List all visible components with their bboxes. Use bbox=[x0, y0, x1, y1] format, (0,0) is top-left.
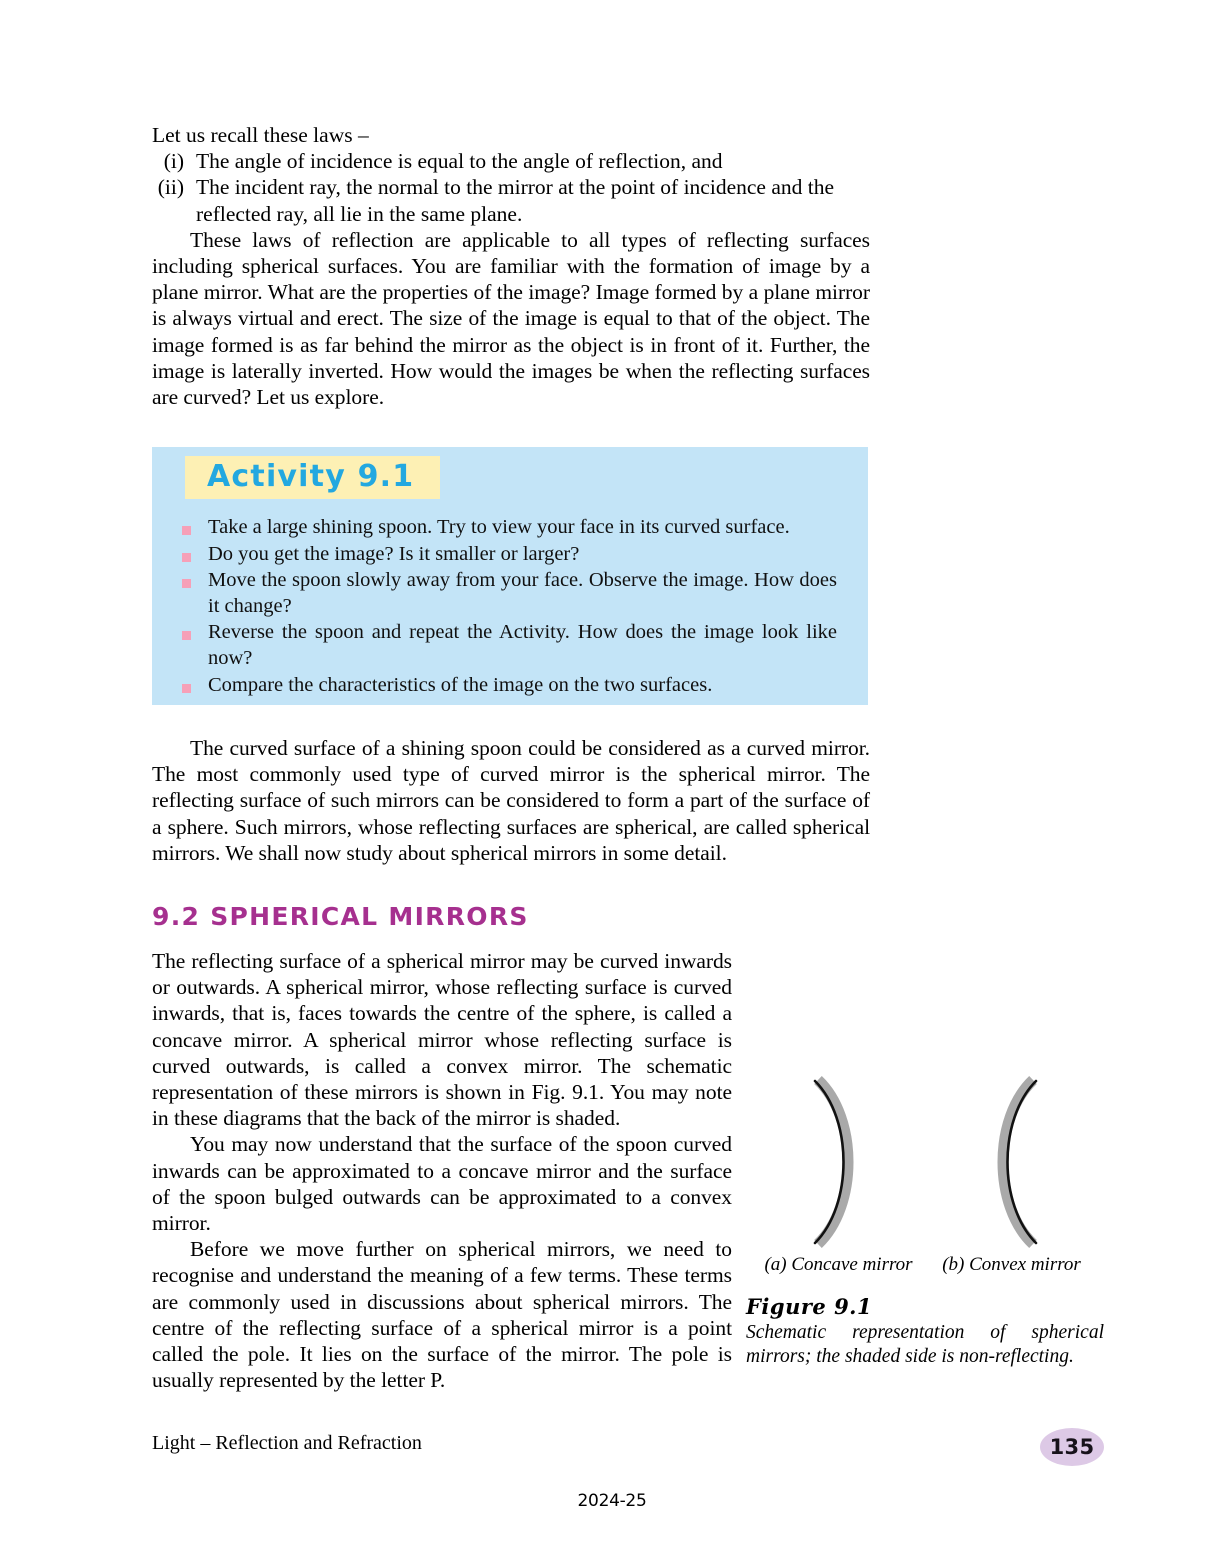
page-number-badge bbox=[1040, 1428, 1104, 1466]
section-paragraph-two: You may now understand that the surface of the spoon curved inwards can be approximated to a concave mirror and the surface of the spoon bulged outwards can be approximated to a convex mirror. bbox=[152, 1132, 732, 1236]
figure-9-1 bbox=[746, 1074, 1104, 1369]
lower-content-block bbox=[152, 948, 1104, 1393]
square-bullet-icon bbox=[182, 620, 208, 671]
post-activity-block bbox=[152, 735, 870, 866]
concave-mirror-caption: (a) Concave mirror bbox=[764, 1254, 913, 1275]
top-content-block bbox=[152, 122, 870, 410]
law-number: (i) bbox=[163, 149, 184, 174]
activity-title-banner bbox=[185, 456, 440, 499]
mirror-diagrams-row bbox=[746, 1074, 1104, 1276]
post-activity-paragraph: The curved surface of a shining spoon could be considered as a curved mirror. The most commonly used type of curved mirror is the spherical mirror. The reflecting surface of such mirrors can be considered to form a part of the surface of a sphere. Such mirrors, whose reflecting surfaces are spherical, are called spherical mirrors. We shall now study about spherical mirrors in some detail. bbox=[152, 736, 870, 865]
list-item bbox=[182, 620, 837, 671]
page-title: 9.2 SPHERICAL MIRRORS bbox=[152, 902, 529, 931]
section-paragraph-one: The reflecting surface of a spherical mirror may be curved inwards or outwards. A spherical mirror, whose reflecting surface is curved inwards, that is, faces towards the centre of the sphere, is called a concave mirror. A spherical mirror whose reflecting surface is curved outwards, is called a convex mirror. The schematic representation of these mirrors is shown in Fig. 9.1. You may note in these diagrams that the back of the mirror is shaded. bbox=[152, 949, 732, 1131]
list-item bbox=[182, 542, 837, 568]
concave-mirror-icon bbox=[796, 1074, 882, 1250]
list-item bbox=[182, 568, 837, 619]
activity-title: Activity 9.1 bbox=[207, 459, 415, 494]
list-item bbox=[182, 515, 837, 541]
recall-laws-lead: Let us recall these laws – bbox=[152, 123, 369, 147]
concave-mirror-cell bbox=[759, 1074, 919, 1276]
activity-step-text: Take a large shining spoon. Try to view your face in its curved surface. bbox=[208, 516, 790, 538]
intro-paragraph: These laws of reflection are applicable to all types of reflecting surfaces including spherical surfaces. You are familiar with the formation of image by a plane mirror. What are the properties of the image? Image formed by a plane mirror is always virtual and erect. The size of the image is equal to that of the object. The image formed is as far behind the mirror as the object is in front of it. Further, the image is laterally inverted. How would the images be when the reflecting surfaces are curved? Let us explore. bbox=[152, 227, 870, 410]
figure-label: Figure 9.1 bbox=[746, 1294, 873, 1319]
law-text: The incident ray, the normal to the mirror at the point of incidence and the reflected ray, all lie in the same plane. bbox=[196, 175, 835, 226]
law-item bbox=[152, 174, 870, 226]
square-bullet-icon bbox=[182, 568, 208, 619]
convex-mirror-cell bbox=[932, 1074, 1092, 1276]
section-paragraph-three: Before we move further on spherical mirrors, we need to recognise and understand the meaning of a few terms. These terms are commonly used in discussions about spherical mirrors. The centre of the reflecting surface of a spherical mirror is a point called the pole. It lies on the surface of the mirror. The pole is usually represented by the letter P. bbox=[152, 1237, 732, 1393]
edition-year: 2024-25 bbox=[577, 1491, 647, 1511]
page-number: 135 bbox=[1049, 1435, 1095, 1459]
activity-step-text: Do you get the image? Is it smaller or larger? bbox=[208, 542, 580, 565]
activity-step-text: Compare the characteristics of the image on the two surfaces. bbox=[208, 673, 713, 696]
activity-step-text: Move the spoon slowly away from your face. Observe the image. How does it change? bbox=[208, 569, 837, 617]
convex-mirror-caption: (b) Convex mirror bbox=[942, 1254, 1081, 1275]
law-number: (ii) bbox=[157, 175, 184, 200]
square-bullet-icon bbox=[182, 673, 208, 699]
laws-list bbox=[152, 148, 870, 227]
activity-box bbox=[152, 447, 868, 705]
footer-chapter-title: Light – Reflection and Refraction bbox=[152, 1432, 422, 1454]
square-bullet-icon bbox=[182, 515, 208, 541]
activity-steps-list bbox=[182, 515, 837, 699]
activity-step-text: Reverse the spoon and repeat the Activity. How does the image look like now? bbox=[208, 621, 837, 669]
convex-mirror-icon bbox=[969, 1074, 1055, 1250]
figure-description: Schematic representation of spherical mirrors; the shaded side is non-reflecting. bbox=[746, 1322, 1104, 1367]
list-item bbox=[182, 673, 837, 699]
square-bullet-icon bbox=[182, 542, 208, 568]
law-text: The angle of incidence is equal to the angle of reflection, and bbox=[196, 149, 723, 174]
law-item bbox=[152, 148, 870, 174]
